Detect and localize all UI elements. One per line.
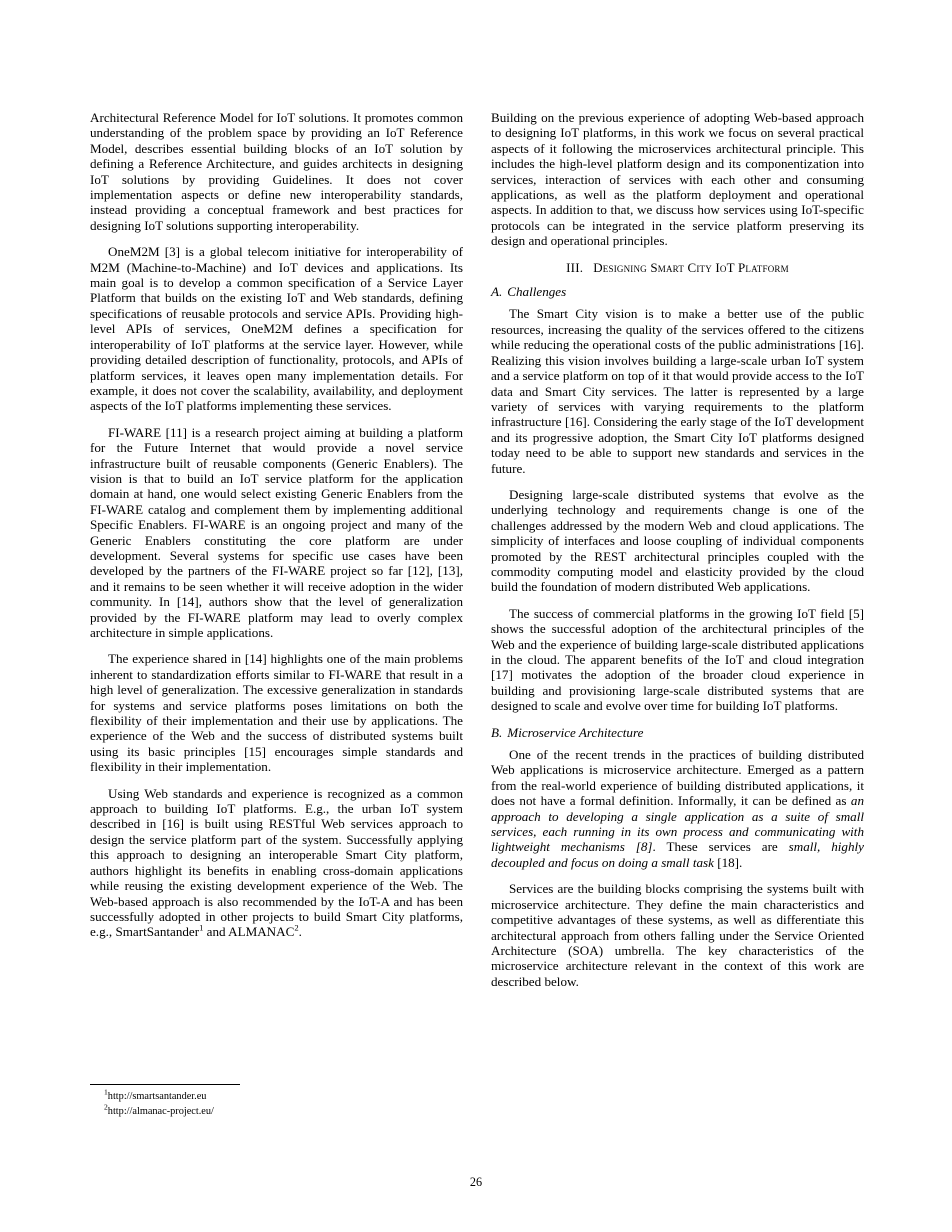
paragraph: The success of commercial platforms in the growing IoT field [5] shows the successful adoption of the architectural principles of the Web and the experience of building large-scale distributed applications in the cloud. The apparent benefits of the IoT and cloud integration [17] motivates the adoption of the broader cloud experience in building and provisioning large-scale distributed systems that are designed to scale and evolve over time for building IoT platforms. xyxy=(491,605,864,714)
footnote-ref-2: 2 xyxy=(294,922,299,933)
footnote-item xyxy=(104,1102,463,1118)
paragraph: Designing large-scale distributed systems that evolve as the underlying technology and requirements change is one of the challenges addressed by the modern Web and cloud applications. The simplicity of interfaces and loose coupling of individual components promoted by the REST architectural principles coupled with the commodity computing model and elasticity provided by the cloud build the foundation of modern distributed Web applications. xyxy=(491,486,864,595)
paragraph: Building on the previous experience of adopting Web-based approach to designing IoT platforms, in this work we focus on several practical aspects of it following the microservices architectural principle. This includes the high-level platform design and its componentization into services, interaction of services with each other and consuming applications, as well as the platform deployment and operational aspects. In addition to that, we discuss how services using IoT-specific protocols can be integrated in the service platform preserving its design and operational principles. xyxy=(491,110,864,249)
subsection-label: A. xyxy=(491,284,503,300)
footnote-text: http://smartsantander.eu xyxy=(107,1091,207,1102)
page-number: 26 xyxy=(469,1175,483,1189)
subsection-heading-b xyxy=(491,725,864,740)
subsection-heading-a xyxy=(491,284,864,299)
paragraph-text-part: . xyxy=(298,924,302,940)
section-heading xyxy=(491,260,864,275)
paragraph-with-emphasis xyxy=(491,747,864,870)
subsection-title: Challenges xyxy=(507,284,567,300)
footnote-text: http://almanac-project.eu/ xyxy=(107,1106,214,1117)
emphasized-definition: small, highly decoupled and focus on doing a small task xyxy=(491,839,864,870)
section-title: Designing Smart City IoT Platform xyxy=(593,259,789,275)
paragraph-text-part: Using Web standards and experience is recognized as a common approach to building IoT platforms. E.g., the urban IoT system described in [16] is built using RESTful Web services approach to design the service platform part of the system. Successfully applying this approach to designing an interoperable Smart City platform, authors highlight its benefits in enabling cross-domain applications while reusing the existing development experience of the Web. The Web-based approach is also recommended by the IoT-A and has been successfully adopted in other projects to build Smart City platforms, e.g., SmartSantander xyxy=(90,785,463,940)
section-number: III. xyxy=(566,259,584,275)
paragraph: The experience shared in [14] highlights one of the main problems inherent to standardization efforts similar to FI-WARE that result in a high level of generalization. The excessive generalization in standards for systems and service platforms poses limitations on both the flexibility of their implementation and their use by applications. The experience of the Web and the success of distributed systems built using its basic principles [15] encourages simple standards and flexibility in their implementation. xyxy=(90,651,463,775)
paragraph: The Smart City vision is to make a better use of the public resources, increasing the quality of the services offered to the citizens while reducing the operational costs of the public administrations [16]. Realizing this vision involves building a large-scale urban IoT system and a service platform on top of it that would provide access to the IoT data and Smart City services. The latter is represented by a large variety of services with varying requirements to the platform infrastructure [16]. Considering the early stage of the IoT development and its progressive adoption, the Smart City IoT platforms designed today need to be able to support new standards and services in the future. xyxy=(491,306,864,476)
right-column xyxy=(491,110,864,1120)
paragraph-text-part: . These services are xyxy=(652,839,789,855)
paragraph: FI-WARE [11] is a research project aiming at building a platform for the Future Internet that would provide a novel service infrastructure built of reusable components (Generic Enablers). The vision is that to build an IoT service platform for the application domain at hand, one would select existing Generic Enablers from the FI-WARE catalog and complement them by implementing additional Specific Enablers. FI-WARE is an ongoing project and many of the Generic Enablers constituting the core platform are under development. Several systems for specific use cases have been developed by the partners of the FI-WARE project so far [12], [13], and it remains to be seen whether it will receive adoption in the wider community. In [14], authors show that the level of generalization provided by the FI-WARE platform may lead to overly complex architecture in simple applications. xyxy=(90,424,463,640)
footnote-marker: 1 xyxy=(104,1087,108,1097)
two-column-layout xyxy=(90,110,864,1120)
footnote-item xyxy=(104,1087,463,1103)
subsection-title: Microservice Architecture xyxy=(507,724,644,740)
paragraph-text-part: [18]. xyxy=(713,854,743,870)
footnote-ref-1: 1 xyxy=(199,922,204,933)
footnote-marker: 2 xyxy=(104,1102,108,1112)
paragraph: Architectural Reference Model for IoT solutions. It promotes common understanding of the problem space by providing an IoT Reference Model, describes essential building blocks of an IoT solution by defining a Reference Architecture, and guides architects in designing IoT solutions by providing Guidelines. It does not cover implementation aspects or define new interoperability standards, instead providing a conceptual framework and best practices for designing IoT solutions supporting interoperability. xyxy=(90,110,463,233)
subsection-label: B. xyxy=(491,724,503,740)
emphasized-definition: an approach to developing a single application as a suite of small services, each running in its own process and communicating with lightweight mechanisms [8] xyxy=(491,793,864,855)
paragraph-text-part: and ALMANAC xyxy=(203,924,295,940)
footnote-area xyxy=(90,1084,463,1120)
paragraph-text-part: One of the recent trends in the practices of building distributed Web applications is microservice architecture. Emerged as a pattern from the real-world experience of building distributed applications, it does not have a formal definition. Informally, it can be defined as xyxy=(491,747,864,809)
footnote-divider xyxy=(90,1084,240,1085)
paragraph: OneM2M [3] is a global telecom initiative for interoperability of M2M (Machine-to-Machine) and IoT devices and applications. Its main goal is to develop a common specification of a Service Layer Platform that builds on the existing IoT and Web standards, defining specifications of reusable protocols and service APIs. Providing high-level APIs of services, OneM2M defines a specification for interoperability of IoT platforms at the service layer. However, while providing detailed description of functionality, protocols, and APIs of platform services, it leaves open many implementation details. For example, it does not cover the scalability, availability, and deployment aspects of the IoT platforms implementing these services. xyxy=(90,244,463,414)
left-column xyxy=(90,110,463,1120)
paragraph-with-footnote-refs xyxy=(90,786,463,940)
paragraph: Services are the building blocks comprising the systems built with microservice architecture. They define the main characteristics and competitive advantages of these systems, as well as differentiate this architectural approach from others falling under the Service Oriented Architecture (SOA) umbrella. The key characteristics of the microservice architecture relevant in the context of this work are described below. xyxy=(491,881,864,989)
